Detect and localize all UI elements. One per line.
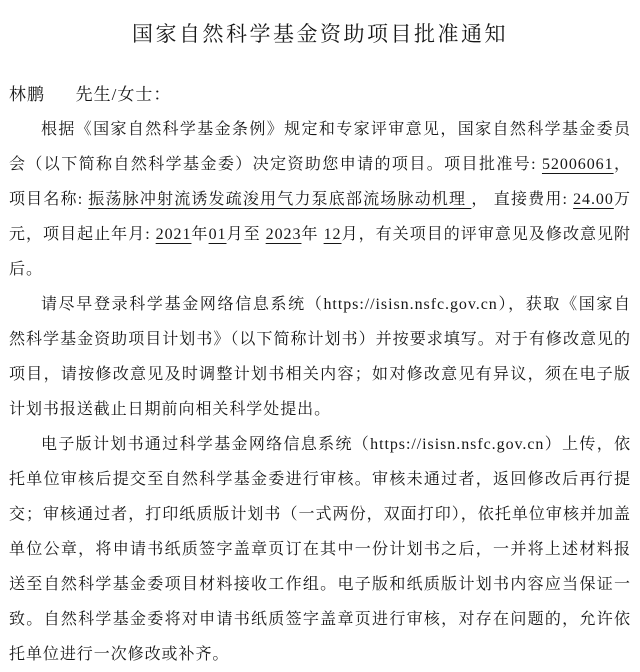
text-run: ，项目名称:	[9, 156, 631, 208]
text-run: 月，有关项目的评审意见及修改意见附后。	[9, 226, 631, 278]
filled-blank-value: 2023	[265, 226, 302, 243]
text-run: 年	[191, 226, 209, 243]
paragraph-2	[9, 287, 631, 427]
document-body	[9, 112, 631, 672]
filled-blank-value: 12	[323, 226, 342, 243]
recipient-greeting	[9, 77, 631, 112]
text-run: 万元，项目起止年月:	[9, 191, 632, 243]
recipient-name: 林鹏	[9, 85, 45, 104]
recipient-salutation: 先生/女士：	[75, 85, 172, 104]
text-run: 电子版计划书通过科学基金网络信息系统（https://isisn.nsfc.gov.cn）上传，依托单位审核后提交至自然科学基金委进行审核。审核未通过者，返回修改后再行提交；审核通过者，打印纸质版计划书（一式两份，双面打印），依托单位审核并加盖单位公章，将申请书纸质签字盖章页订在其中一份计划书之后，一并将上述材料报送至自然科学基金委项目材料接收工作组。电子版和纸质版计划书内容应当保证一致。自然科学基金委将对申请书纸质签字盖章页进行审核，对存在问题的，允许依托单位进行一次修改或补齐。	[9, 436, 631, 663]
filled-blank-value: 24.00	[573, 191, 614, 208]
text-run: 请尽早登录科学基金网络信息系统（https://isisn.nsfc.gov.cn），获取《国家自然科学基金资助项目计划书》（以下简称计划书）并按要求填写。对于有修改意见的项目，请按修改意见及时调整计划书相关内容；如对修改意见有异议，须在电子版计划书报送截止日期前向相关科学处提出。	[9, 296, 631, 418]
paragraph-1	[9, 112, 631, 287]
filled-blank-value: 振荡脉冲射流诱发疏浚用气力泵底部流场脉动机理	[88, 191, 472, 208]
text-run: 年	[301, 226, 324, 243]
filled-blank-value: 01	[208, 226, 227, 243]
paragraph-3	[9, 427, 631, 672]
document-title: 国家自然科学基金资助项目批准通知	[132, 22, 508, 46]
text-run: ， 直接费用:	[471, 191, 574, 208]
filled-blank-value: 52006061	[541, 156, 614, 173]
text-run: 根据《国家自然科学基金条例》规定和专家评审意见，国家自然科学基金委员会（以下简称自然科学基金委）决定资助您申请的项目。项目批准号:	[9, 121, 631, 173]
filled-blank-value: 2021	[155, 226, 192, 243]
text-run: 月至	[226, 226, 266, 243]
